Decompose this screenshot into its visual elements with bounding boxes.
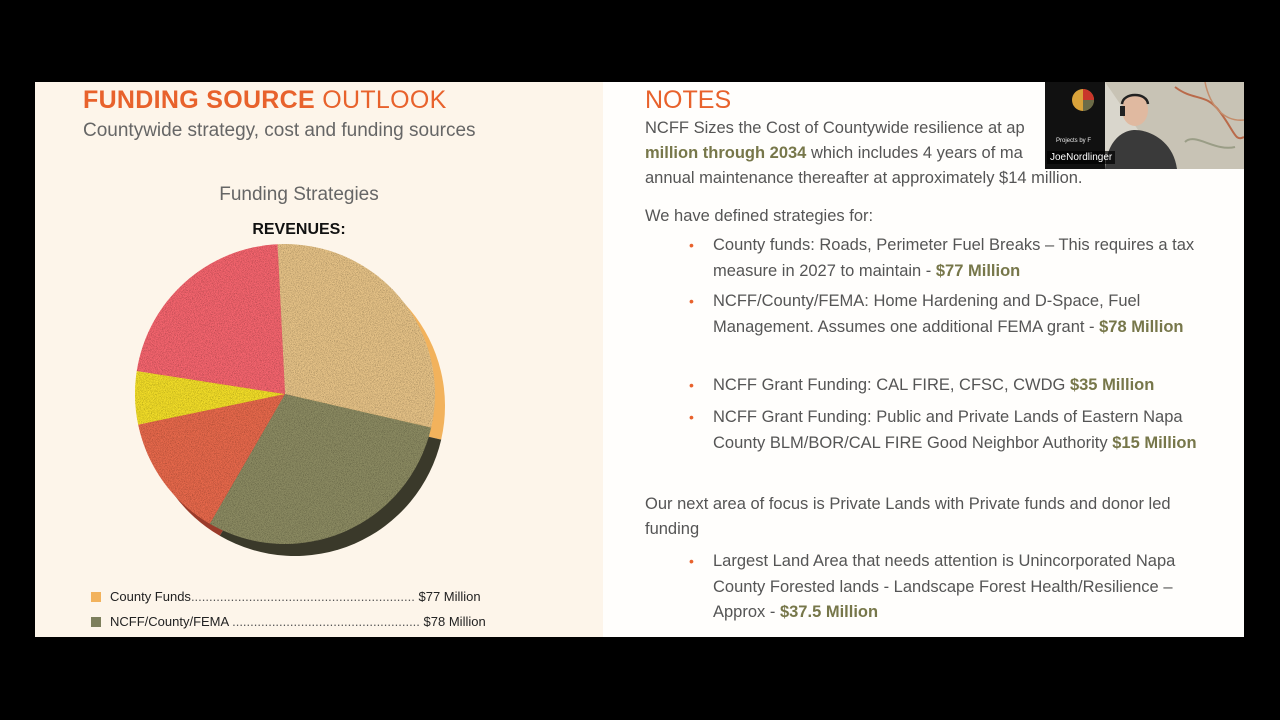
- legend-item-ncff-county-fema: NCFF/County/FEMA .................................................... $78 Million: [91, 614, 486, 629]
- list-item: • County funds: Roads, Perimeter Fuel Breaks – This requires a tax measure in 2027 to maintain - $77 Million: [713, 233, 1213, 284]
- notes-paragraph-strategies: We have defined strategies for:: [645, 207, 874, 225]
- legend-swatch: [91, 592, 101, 602]
- pie-slice: [137, 244, 285, 394]
- funding-panel: [35, 82, 603, 637]
- webcam-caption: Projects by F: [1056, 138, 1092, 144]
- funding-pie-chart: [127, 242, 467, 582]
- list-item: • NCFF Grant Funding: CAL FIRE, CFSC, CWDG $35 Million: [713, 373, 1213, 399]
- chart-title: Funding Strategies: [219, 184, 379, 205]
- revenues-label: REVENUES:: [252, 221, 346, 238]
- funding-subtitle: Countywide strategy, cost and funding sources: [83, 120, 476, 141]
- notes-paragraph-private-lands: Our next area of focus is Private Lands with Private funds and donor led funding: [645, 495, 1171, 538]
- list-item: • NCFF Grant Funding: Public and Private Lands of Eastern Napa County BLM/BOR/CAL FIRE Good Neighbor Authority $15 Million: [713, 405, 1213, 456]
- legend-item-county-funds: County Funds.............................................................. $77 Million: [91, 589, 481, 604]
- legend-swatch: [91, 617, 101, 627]
- webcam-overlay[interactable]: [1045, 82, 1244, 169]
- funding-title: FUNDING SOURCE OUTLOOK: [83, 86, 447, 114]
- notes-paragraph-cost: NCFF Sizes the Cost of Countywide resilience at ap million through 2034 which includes 4 years of ma annual maintenance thereafter at approximately $14 million.: [645, 119, 1083, 187]
- list-item: • NCFF/County/FEMA: Home Hardening and D-Space, Fuel Management. Assumes one additional FEMA grant - $78 Million: [713, 289, 1213, 340]
- list-item: • Largest Land Area that needs attention is Unincorporated Napa County Forested lands - Landscape Forest Health/Resilience – Approx - $37.5 Million: [713, 549, 1213, 626]
- participant-name-label: JoeNordlinger: [1047, 151, 1115, 164]
- notes-title: NOTES: [645, 86, 732, 114]
